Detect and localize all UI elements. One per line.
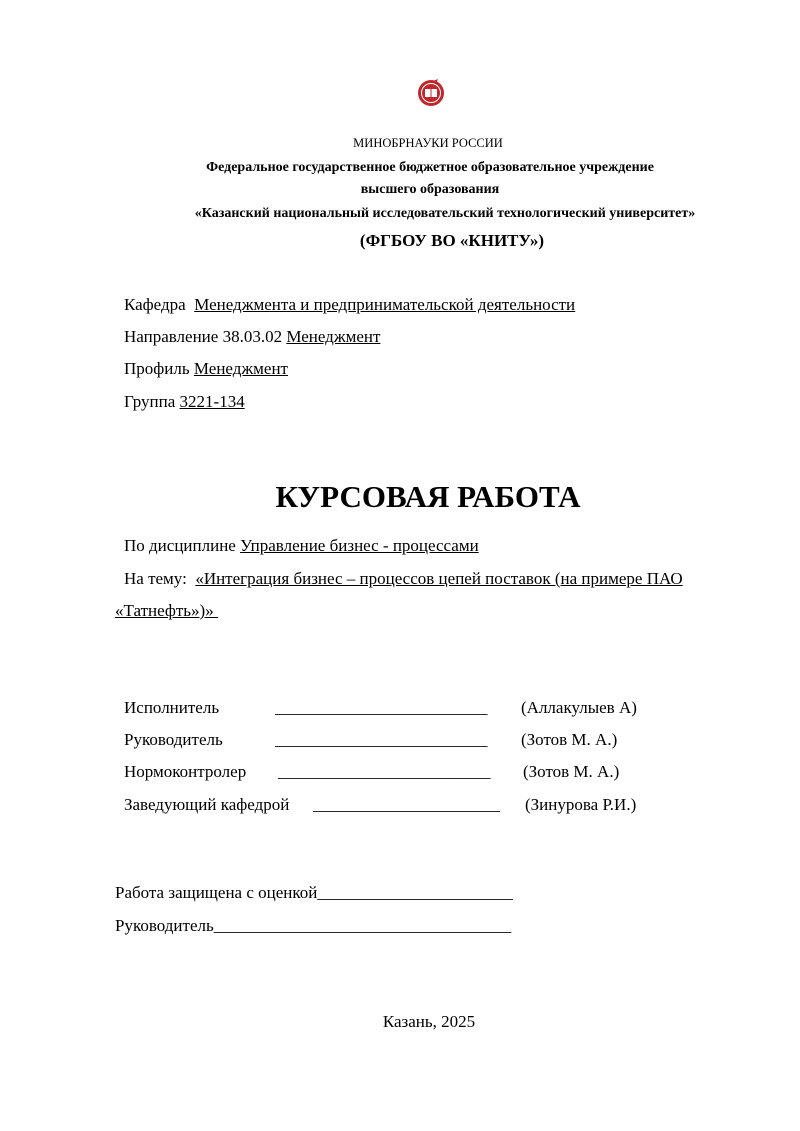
profile-row xyxy=(124,359,288,379)
city-year: Казань, 2025 xyxy=(382,1012,476,1031)
institution-type-line: Федеральное государственное бюджетное образовательное учреждение xyxy=(206,160,654,175)
discipline-label: По дисциплине xyxy=(124,536,236,555)
signature-line: ______________________ xyxy=(313,795,500,814)
defense-grade-line: Работа защищена с оценкой_______________________ xyxy=(115,883,513,902)
department-row xyxy=(124,295,575,315)
university-full-name: «Казанский национальный исследовательский технологический университет» xyxy=(194,206,696,221)
direction-value: Менеджмент xyxy=(286,327,381,346)
profile-value: Менеджмент xyxy=(193,359,288,378)
signature-name: (Аллакулыев А) xyxy=(521,698,637,717)
direction-row xyxy=(124,327,380,347)
group-label: Группа xyxy=(124,392,176,411)
defense-supervisor-line: Руководитель___________________________________ xyxy=(115,916,512,935)
signature-role: Руководитель xyxy=(124,730,223,749)
direction-label: Направление 38.03.02 xyxy=(124,327,283,346)
topic-value-line2: «Татнефть»)» xyxy=(115,601,218,620)
university-logo xyxy=(416,78,446,108)
group-value: 3221-134 xyxy=(179,392,245,411)
logo-emblem-icon xyxy=(416,78,446,108)
signature-name: (Зотов М. А.) xyxy=(523,762,620,781)
discipline-value: Управление бизнес - процессами xyxy=(240,536,479,555)
signature-line: _________________________ xyxy=(275,698,488,717)
signature-name: (Зинурова Р.И.) xyxy=(525,795,637,814)
profile-label: Профиль xyxy=(124,359,190,378)
department-label: Кафедра xyxy=(124,295,186,314)
topic-row xyxy=(124,569,683,589)
signature-line: _________________________ xyxy=(278,762,491,781)
topic-value-line1: «Интеграция бизнес – процессов цепей поставок (на примере ПАО xyxy=(195,569,683,588)
document-title: КУРСОВАЯ РАБОТА xyxy=(275,479,581,514)
signature-role: Заведующий кафедрой xyxy=(124,795,290,814)
ministry-name: МИНОБРНАУКИ РОССИИ xyxy=(353,136,503,150)
signature-line: _________________________ xyxy=(275,730,488,749)
group-row xyxy=(124,392,245,412)
signature-name: (Зотов М. А.) xyxy=(521,730,618,749)
discipline-row xyxy=(124,536,479,556)
institution-level-line: высшего образования xyxy=(360,182,500,197)
topic-continuation xyxy=(115,601,218,621)
topic-label: На тему: xyxy=(124,569,187,588)
department-value: Менеджмента и предпринимательской деятельности xyxy=(194,295,576,314)
signature-role: Нормоконтролер xyxy=(124,762,247,781)
signature-role: Исполнитель xyxy=(124,698,220,717)
university-short-name: (ФГБОУ ВО «КНИТУ») xyxy=(359,231,545,250)
